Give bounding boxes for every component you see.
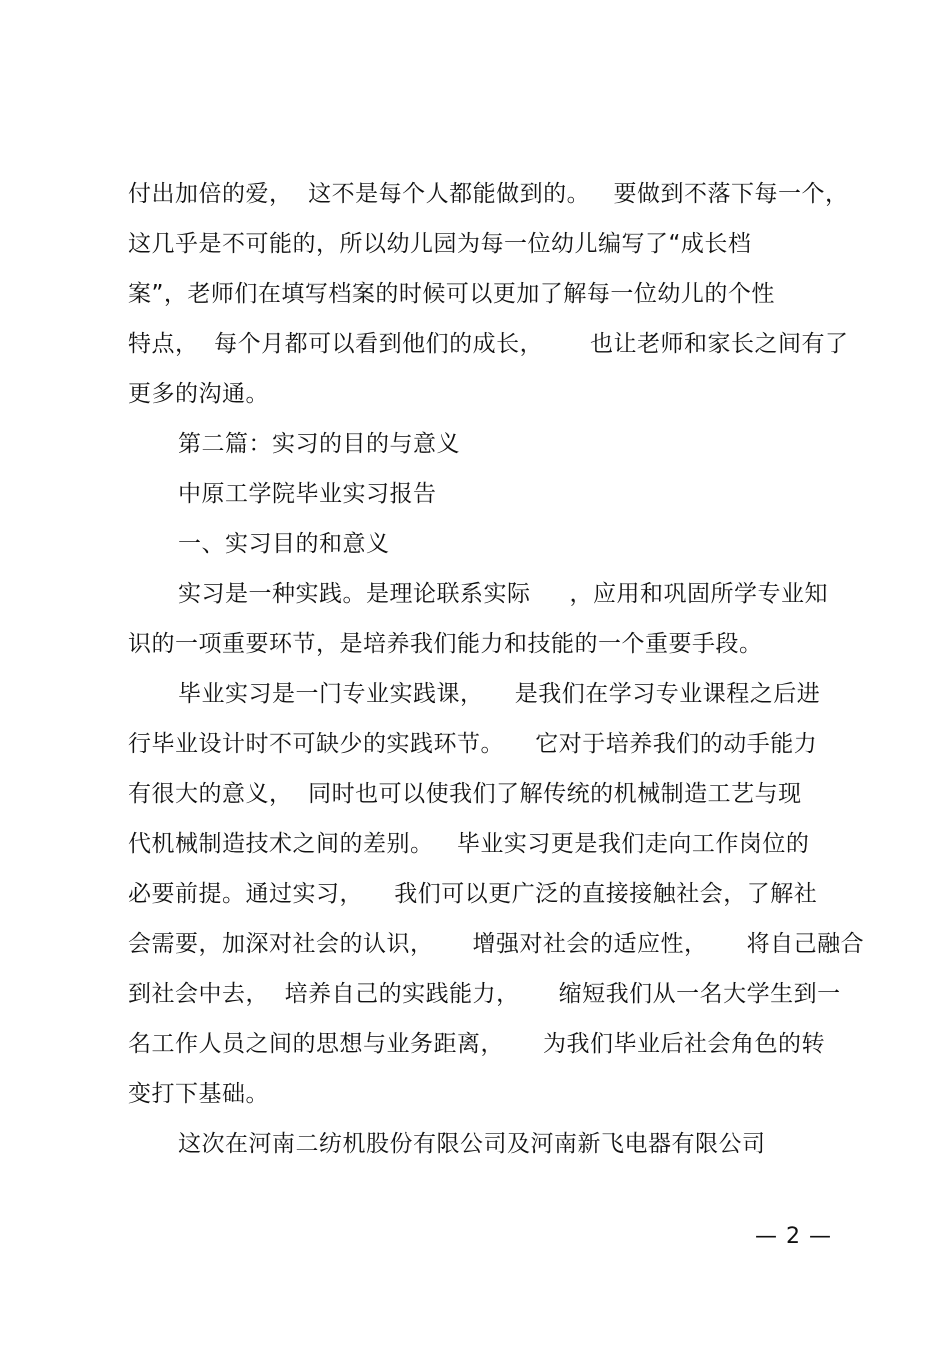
page-number: — 2 —: [755, 1224, 832, 1249]
text-line-4: 特点， 每个月都可以看到他们的成长， 也让老师和家长之间有了: [128, 331, 849, 357]
text-line-16: 会需要，加深对社会的认识， 增强对社会的适应性， 将自己融合: [128, 931, 865, 957]
text-line-12: 行毕业设计时不可缺少的实践环节。 它对于培养我们的动手能力: [128, 731, 818, 757]
text-line-13: 有很大的意义， 同时也可以使我们了解传统的机械制造工艺与现: [128, 781, 802, 807]
text-line-1: 付出加倍的爱， 这不是每个人都能做到的。 要做到不落下每一个，: [128, 181, 849, 207]
text-line-2: 这几乎是不可能的，所以幼儿园为每一位幼儿编写了“成长档: [128, 231, 752, 257]
text-line-18: 名工作人员之间的思想与业务距离， 为我们毕业后社会角色的转: [128, 1031, 826, 1057]
text-line-17: 到社会中去， 培养自己的实践能力， 缩短我们从一名大学生到一: [128, 981, 841, 1007]
report-title: 中原工学院毕业实习报告: [178, 481, 437, 507]
text-line-10: 识的一项重要环节，是培养我们能力和技能的一个重要手段。: [128, 631, 763, 657]
text-line-14: 代机械制造技术之间的差别。 毕业实习更是我们走向工作岗位的: [128, 831, 810, 857]
text-line-11: 毕业实习是一门专业实践课， 是我们在学习专业课程之后进: [178, 681, 821, 707]
text-line-9: 实习是一种实践。是理论联系实际 ，应用和巩固所学专业知: [178, 581, 829, 607]
text-line-19: 变打下基础。: [128, 1081, 269, 1107]
text-line-3: 案”，老师们在填写档案的时候可以更加了解每一位幼儿的个性: [128, 281, 775, 307]
text-line-20: 这次在河南二纺机股份有限公司及河南新飞电器有限公司: [178, 1131, 766, 1157]
text-line-5: 更多的沟通。: [128, 381, 269, 407]
text-line-15: 必要前提。通过实习， 我们可以更广泛的直接接触社会，了解社: [128, 881, 818, 907]
section-heading: 第二篇：实习的目的与意义: [178, 431, 460, 457]
subsection-heading: 一、实习目的和意义: [178, 531, 390, 557]
